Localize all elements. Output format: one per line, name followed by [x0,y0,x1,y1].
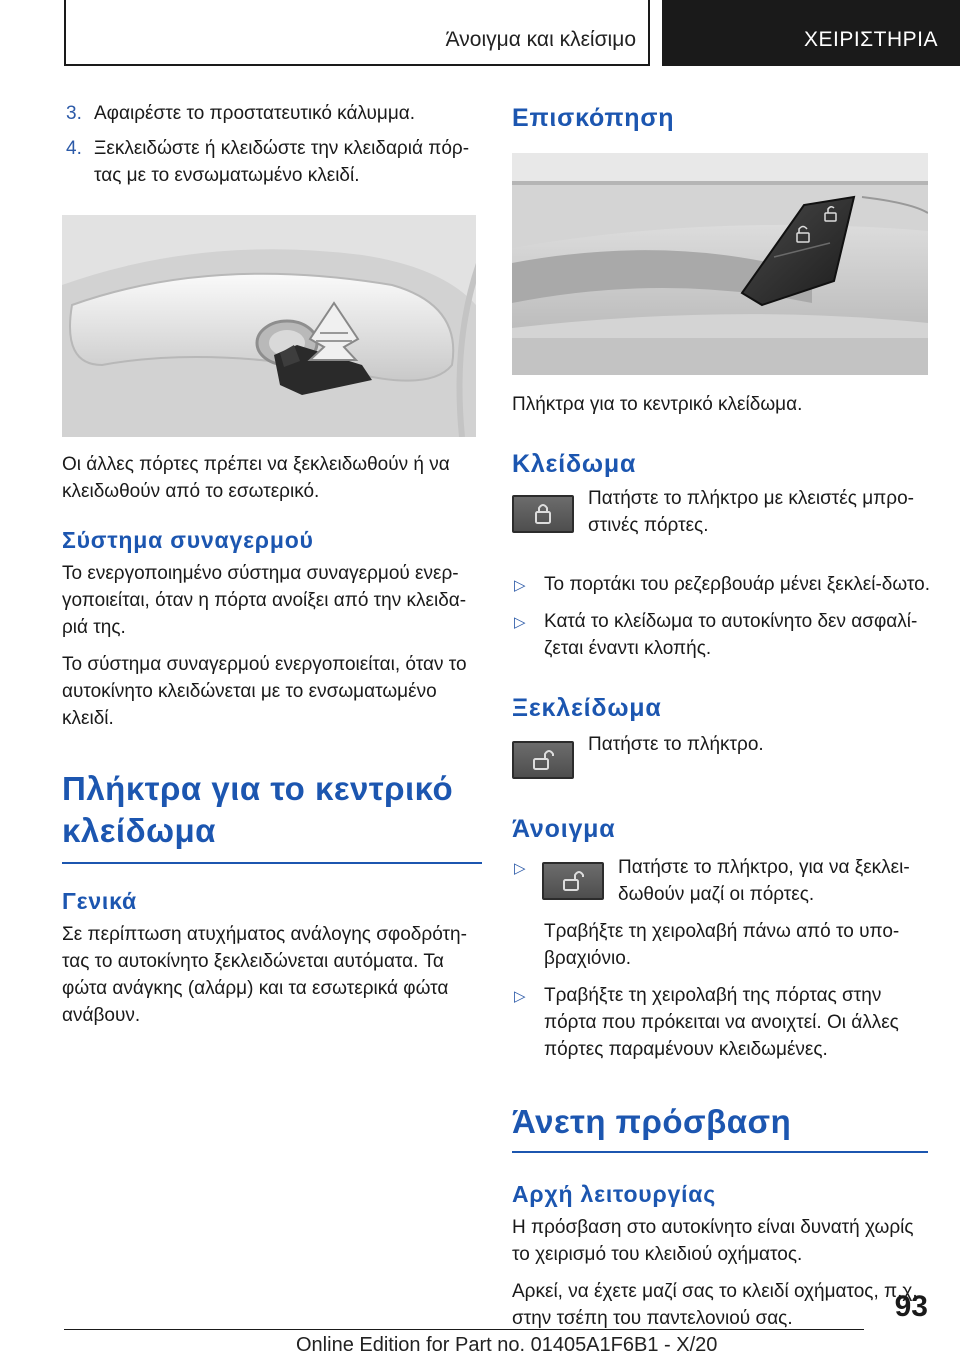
open-bullet-1: ▷ Πατήστε το πλήκτρο, για να ξεκλει-δωθούν μαζί οι πόρτες. [514,857,910,905]
lock-row: Πατήστε το πλήκτρο με κλειστές μπρο-στινές πόρτες. [512,493,930,557]
paragraph: Οι άλλες πόρτες πρέπει να ξεκλειδωθούν ή να κλειδωθούν από το εσωτερικό. [62,454,450,502]
general-section-title: Γενικά [62,888,137,914]
left-column [62,100,480,1029]
unlock-row: Πατήστε το πλήκτρο. [512,737,930,783]
step-list [62,100,480,189]
title-rule [512,1151,928,1153]
door-lock-photo [62,215,476,437]
step-item: 4. Ξεκλειδώστε ή κλειδώστε την κλειδαριά πόρ-τας με το ενσωματωμένο κλειδί. [66,138,470,186]
photo-caption: Πλήκτρα για το κεντρικό κλείδωμα. [512,394,803,415]
footer-rule [64,1329,864,1330]
step-item: 3. Αφαιρέστε το προστατευτικό κάλυμμα. [66,103,416,124]
door-handle-illustration [62,215,476,437]
open-bullets [512,982,930,1063]
chapter-title: ΧΕΙΡΙΣΤΗΡΙΑ [803,28,938,51]
overview-section-title: Επισκόπηση [512,104,675,132]
triangle-icon: ▷ [514,860,526,877]
chapter-tab [662,0,960,66]
section-title: Άνοιγμα και κλείσιμο [445,28,636,51]
padlock-open-icon [514,743,572,777]
page-number: 93 [894,1290,928,1323]
padlock-closed-icon [514,497,572,531]
list-item: ▷ Τραβήξτε τη χειρολαβή της πόρτας στην πόρτα που πρόκειται να ανοιχτεί. Οι άλλες πόρτες παραμένουν κλειδωμένες. [514,985,899,1060]
central-locking-title: Πλήκτρα για το κεντρικό κλείδωμα [62,770,454,849]
section-tab [64,0,650,66]
triangle-icon: ▷ [514,577,526,594]
lock-bullets [512,571,930,662]
central-locking-buttons-photo [512,153,928,375]
right-column [512,104,930,1332]
paragraph: Τραβήξτε τη χειρολαβή πάνω από το υπο-βραχιόνιο. [544,921,900,969]
paragraph: Η πρόσβαση στο αυτοκίνητο είναι δυνατή χωρίς το χειρισμό του κλειδιού οχήματος. [512,1217,914,1265]
title-rule [62,862,482,864]
comfort-access-title: Άνετη πρόσβαση [512,1103,792,1140]
edition-note: Online Edition for Part no. 01405A1F6B1 - X/20 [296,1334,718,1356]
unlock-button-icon [542,862,604,900]
open-section-title: Άνοιγμα [512,815,616,843]
unlock-button-icon [512,741,574,779]
list-item: ▷ Κατά το κλείδωμα το αυτοκίνητο δεν ασφαλί-ζεται έναντι κλοπής. [514,611,918,659]
paragraph: Σε περίπτωση ατυχήματος ανάλογης σφοδρότη-τας το αυτοκίνητο ξεκλειδώνεται αυτόματα. Τα φώτα ανάγκης (αλάρμ) και τα εσωτερικά φώτα ανάβουν. [62,924,467,1026]
list-item: ▷ Το πορτάκι του ρεζερβουάρ μένει ξεκλεί-δωτο. [512,571,930,598]
paragraph: Το σύστημα συναγερμού ενεργοποιείται, όταν το αυτοκίνητο κλειδώνεται με το ενσωματωμένο κλειδί. [62,654,467,729]
page-header [64,0,960,66]
paragraph: Το ενεργοποιημένο σύστημα συναγερμού ενερ-γοποιείται, όταν η πόρτα ανοίξει από την κλειδα-ριά της. [62,563,467,638]
door-panel-illustration [512,153,928,375]
unlock-section-title: Ξεκλείδωμα [512,694,662,722]
alarm-section-title: Σύστημα συναγερμού [62,527,314,553]
lock-section-title: Κλείδωμα [512,450,637,478]
triangle-icon: ▷ [514,988,526,1005]
padlock-open-icon [544,864,602,898]
triangle-icon: ▷ [514,614,526,631]
paragraph: Αρκεί, να έχετε μαζί σας το κλειδί οχήματος, π.χ. στην τσέπη του παντελονιού σας. [512,1281,918,1329]
lock-button-icon [512,495,574,533]
principle-section-title: Αρχή λειτουργίας [512,1181,716,1207]
